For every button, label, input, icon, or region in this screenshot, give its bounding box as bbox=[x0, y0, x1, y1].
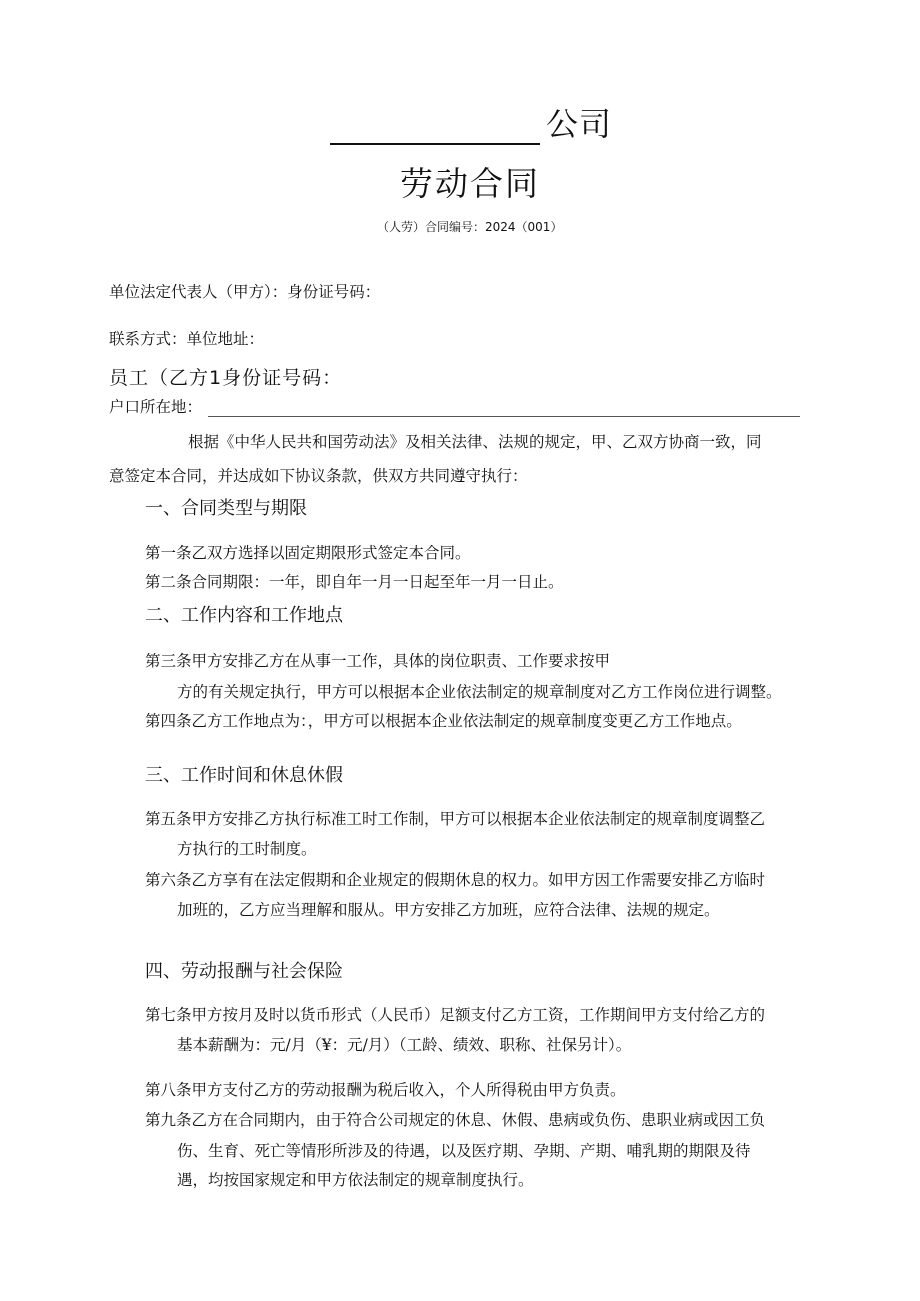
clause-3-line-1: 第三条甲方安排乙方在从事一工作，具体的岗位职责、工作要求按甲 bbox=[145, 652, 611, 670]
clause-5-line-2: 方执行的工时制度。 bbox=[177, 840, 317, 858]
clause-3-line-2: 方的有关规定执行，甲方可以根据本企业依法制定的规章制度对乙方工作岗位进行调整。 bbox=[177, 683, 782, 701]
intro-paragraph-line-1: 根据《中华人民共和国劳动法》及相关法律、法规的规定，甲、乙双方协商一致，同 bbox=[188, 433, 762, 451]
intro-paragraph-line-2: 意签定本合同，并达成如下协议条款，供双方共同遵守执行： bbox=[109, 467, 528, 485]
section-heading-3: 三、工作时间和休息休假 bbox=[145, 765, 343, 786]
company-suffix: 公司 bbox=[546, 105, 613, 143]
clause-7-line-2: 基本薪酬为：元/月（¥：元/月）（工龄、绩效、职称、社保另计）。 bbox=[177, 1036, 632, 1054]
clause-9-line-2: 伤、生育、死亡等情形所涉及的待遇，以及医疗期、孕期、产期、哺乳期的期限及待 bbox=[177, 1142, 751, 1160]
clause-5-line-1: 第五条甲方安排乙方执行标准工时工作制，甲方可以根据本企业依法制定的规章制度调整乙 bbox=[145, 810, 766, 828]
section-heading-1: 一、合同类型与期限 bbox=[145, 498, 307, 519]
section-heading-2: 二、工作内容和工作地点 bbox=[145, 605, 343, 626]
clause-9-line-1: 第九条乙方在合同期内，由于符合公司规定的休息、休假、患病或负伤、患职业病或因工负 bbox=[145, 1111, 766, 1129]
clause-7-line-1: 第七条甲方按月及时以货币形式（人民币）足额支付乙方工资，工作期间甲方支付给乙方的 bbox=[145, 1006, 766, 1024]
clause-1: 第一条乙双方选择以固定期限形式签定本合同。 bbox=[145, 544, 471, 562]
clause-9-line-3: 遇，均按国家规定和甲方依法制定的规章制度执行。 bbox=[177, 1171, 534, 1189]
contact-info-line: 联系方式：单位地址： bbox=[109, 330, 265, 348]
hukou-label: 户口所在地： bbox=[109, 398, 203, 416]
employer-info-line: 单位法定代表人（甲方）：身份证号码： bbox=[109, 283, 381, 301]
clause-2: 第二条合同期限：一年，即自年一月一日起至年一月一日止。 bbox=[145, 573, 564, 591]
hukou-fill-blank bbox=[208, 400, 800, 417]
company-name-blank bbox=[330, 109, 540, 145]
employee-info-line: 员工（乙方1身份证号码： bbox=[109, 367, 343, 389]
clause-6-line-1: 第六条乙方享有在法定假期和企业规定的假期休息的权力。如甲方因工作需要安排乙方临时 bbox=[145, 871, 766, 889]
hukou-line bbox=[109, 395, 800, 417]
contract-number: （人劳）合同编号：2024（001） bbox=[377, 220, 563, 234]
section-heading-4: 四、劳动报酬与社会保险 bbox=[145, 961, 343, 982]
document-title: 劳动合同 bbox=[400, 164, 540, 203]
clause-6-line-2: 加班的，乙方应当理解和服从。甲方安排乙方加班，应符合法律、法规的规定。 bbox=[177, 901, 720, 919]
clause-8: 第八条甲方支付乙方的劳动报酬为税后收入，个人所得税由甲方负责。 bbox=[145, 1081, 626, 1099]
clause-4: 第四条乙方工作地点为：，甲方可以根据本企业依法制定的规章制度变更乙方工作地点。 bbox=[145, 712, 742, 730]
company-name-line bbox=[330, 99, 612, 145]
